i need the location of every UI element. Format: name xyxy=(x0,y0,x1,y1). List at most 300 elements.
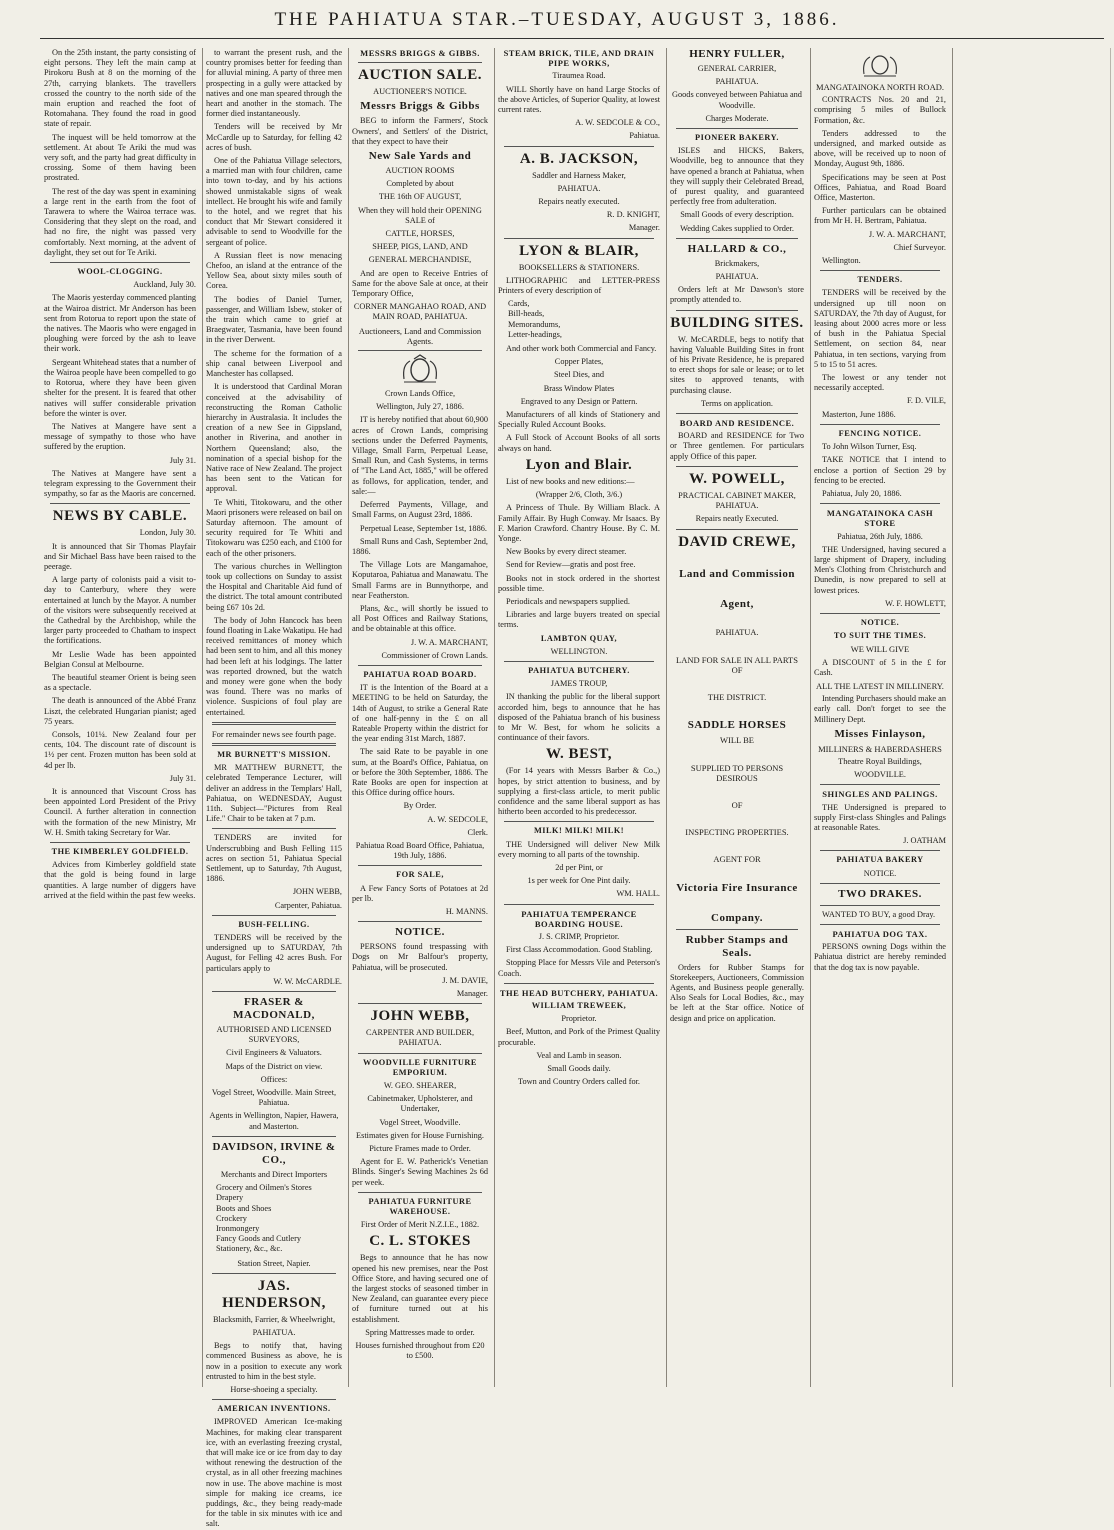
headline-cash-store: MANGATAINOKA CASH STORE xyxy=(826,508,934,529)
ad-contracts-text: Tenders addressed to the undersigned, and marked outside as above, will be received up to noon of Monday, August 9th, 1886. xyxy=(814,128,946,169)
ad-crown-text: IT is hereby notified that about 60,900 acres of Crown Lands, comprising sections under the Deferred Payments, Village, Small Farm, Perpetual Lease, Small Run, and Cash Systems, in terms of "The Land Act, 1885," will be offered as follows, for application, tender, and sale:— xyxy=(352,415,488,496)
dateline: July 31. xyxy=(169,773,196,783)
article-paragraph: The bodies of Daniel Turner, passenger, and William Isbew, stoker of the train which came to grief at Braegwater, Tasmania, have been found in the river Derwent. xyxy=(206,294,342,345)
ad-steam-header: STEAM BRICK, TILE, AND DRAIN PIPE WORKS, xyxy=(503,48,655,69)
headline-two-drakes: TWO DRAKES. xyxy=(838,887,922,900)
ad-dogs-text: PERSONS owning Dogs within the Pahiatua district are hereby reminded that the dog tax is now payable. xyxy=(814,942,946,972)
ad-pfw-line: Spring Mattresses made to order. xyxy=(365,1327,475,1337)
ad-hallard-name: HALLARD & CO., xyxy=(687,242,787,255)
ad-powell-line: PRACTICAL CABINET MAKER, PAHIATUA. xyxy=(678,490,796,511)
divider xyxy=(820,883,940,884)
ad-lyon-text: New Books by every direct steamer. xyxy=(506,547,627,557)
ad-milk-line: 1s per week for One Pint daily. xyxy=(527,876,631,886)
ad-signature: F. D. VILE, xyxy=(906,396,946,406)
spacer xyxy=(670,614,804,628)
ad-crown-office: Crown Lands Office, xyxy=(384,389,456,399)
ad-lyon-address: LAMBTON QUAY, xyxy=(540,633,618,643)
ad-finlayson-line: WOODVILLE. xyxy=(854,770,906,780)
ad-crown-date: Wellington, July 27, 1886. xyxy=(376,402,464,412)
ad-road-text: The said Rate to be payable in one sum, at the Board's Office, Pahiatua, on or before the 30th September, 1886. The Rate Books are open for inspection at this Office during office hours. xyxy=(352,747,488,798)
ad-briggs-line: CORNER MANGAHAO ROAD, AND MAIN ROAD, PAHIATUA. xyxy=(353,302,487,322)
divider xyxy=(504,821,654,822)
ad-contracts-text: CONTRACTS Nos. 20 and 21, comprising 5 miles of Bullock Formation, &c. xyxy=(814,95,946,125)
ad-crewe-line: Agent, xyxy=(720,597,754,610)
divider xyxy=(212,1136,336,1137)
divider xyxy=(820,503,940,504)
list-item: Cards, xyxy=(508,299,530,309)
ad-fraser-line: Vogel Street, Woodville. Main Street, Pahiatua. xyxy=(211,1088,337,1108)
divider xyxy=(676,529,798,530)
ad-road-line: By Order. xyxy=(403,801,437,811)
divider xyxy=(504,983,654,984)
article-paragraph: Te Whiti, Titokowaru, and the other Maori prisoners were released on bail on Saturday afternoon. The amount of security required for Te Whiti and Titokowaru was £250 each, and £100 for each of the other prisoners. xyxy=(206,497,342,558)
ad-lyon-big: Lyon and Blair. xyxy=(525,456,633,473)
ad-tender: TENDERS will be received by the undersigned up to SATURDAY, 7th August, for Felling 42 acres Bush. For particulars apply to xyxy=(206,933,342,973)
ad-finlayson-line: Theatre Royal Buildings, xyxy=(838,756,922,766)
ad-davidson-address: Station Street, Napier. xyxy=(237,1258,311,1268)
article-paragraph: Advices from Kimberley goldfield state that the gold is being found in large quantities. A large number of diggers have arrived at the field within the past few weeks. xyxy=(44,860,196,900)
ad-pioneer-line: Wedding Cakes supplied to Order. xyxy=(680,223,794,233)
ad-webb-name: JOHN WEBB, xyxy=(370,1008,470,1025)
divider xyxy=(212,743,336,746)
ad-signature: JOHN WEBB, xyxy=(292,887,342,897)
ad-signature-role: Carpenter, Pahiatua. xyxy=(274,900,342,910)
divider xyxy=(212,828,336,829)
ad-lyon-text: And other work both Commercial and Fancy. xyxy=(506,344,657,354)
ad-lyon-line: (Wrapper 2/6, Cloth, 3/6.) xyxy=(535,490,623,500)
ad-henderson-line: Horse-shoeing a specialty. xyxy=(230,1384,318,1394)
ad-saddle-line: OF xyxy=(731,799,743,810)
ad-suit-line: WE WILL GIVE xyxy=(850,644,910,655)
ad-cash-line: Pahiatua, 26th July, 1886. xyxy=(837,531,923,541)
list-item: Boots and Shoes xyxy=(216,1203,272,1213)
ad-davidson-items xyxy=(216,1183,342,1254)
divider xyxy=(50,842,190,843)
ad-lyon-name: LYON & BLAIR, xyxy=(519,242,639,259)
ad-lyon-text: Books not in stock ordered in the shortest possible time. xyxy=(498,573,660,593)
ad-saddle-line: SUPPLIED TO PERSONS DESIROUS xyxy=(690,762,784,783)
ad-saddle-horses: SADDLE HORSES xyxy=(687,719,787,732)
article-paragraph: It is announced that Viscount Cross has been appointed Lord President of the Privy Council. A further alteration in connection with the formation of the new Ministry, Mr W. H. Smith taking Secretary for War. xyxy=(44,787,196,837)
ad-crown-text: Perpetual Lease, September 1st, 1886. xyxy=(360,523,487,533)
divider xyxy=(820,424,940,425)
headline-fencing: FENCING NOTICE. xyxy=(838,428,922,438)
headline-tenders: TENDERS. xyxy=(857,275,903,285)
ad-contracts-text: Further particulars can be obtained from Mr H. H. Bertram, Pahiatua. xyxy=(814,206,946,226)
ad-lyon-text: A Princess of Thule. By William Black. A Family Affair. By Hugh Conway. Mr Isaacs. By F. Marion Crawford. Chantry House. By C. M. Yonge. xyxy=(498,503,660,543)
spacer xyxy=(670,786,804,800)
ad-lyon-line: WELLINGTON. xyxy=(550,646,608,656)
divider xyxy=(676,128,798,129)
headline-notice: NOTICE. xyxy=(860,617,900,627)
headline-kimberley-goldfield: THE KIMBERLEY GOLDFIELD. xyxy=(51,847,189,857)
divider xyxy=(676,413,798,414)
headline-burnett-mission: MR BURNETT'S MISSION. xyxy=(217,750,331,759)
divider xyxy=(676,310,798,311)
column-7 xyxy=(956,48,1111,1387)
list-item: Stationery, &c., &c. xyxy=(216,1244,283,1254)
divider xyxy=(212,915,336,916)
headline-butchery: PAHIATUA BUTCHERY. xyxy=(528,665,630,675)
ad-lyon-text: Send for Review—gratis and post free. xyxy=(506,560,636,570)
dateline: London, July 30. xyxy=(139,528,196,538)
ad-signature-role: Pahiatua. xyxy=(629,131,660,141)
divider xyxy=(212,1399,336,1400)
column-1 xyxy=(44,48,203,1387)
ad-powell-name: W. POWELL, xyxy=(689,470,785,487)
article-paragraph: The scheme for the formation of a ship canal between Liverpool and Manchester has collapsed. xyxy=(206,348,342,379)
ad-crewe-line: THE DISTRICT. xyxy=(707,692,767,703)
ad-fuller-line: Charges Moderate. xyxy=(705,113,769,123)
divider xyxy=(676,238,798,239)
ad-notice-text: PERSONS found trespassing with Dogs on Mr Balfour's property, Pahiatua, will be prosecuted. xyxy=(352,942,488,972)
ad-latest-text: Intending Purchasers should make an early call. Don't forget to see the Millinery Dept. xyxy=(814,694,946,724)
ad-tenders-text: The lowest or any tender not necessarily accepted. xyxy=(814,373,946,393)
list-item: Grocery and Oilmen's Stores xyxy=(216,1183,312,1193)
article-paragraph: Consols, 101¼. New Zealand four per cents, 104. The discount rate of discount is 1½ per cent. Frozen mutton has been sold at 4d per lb. xyxy=(44,729,196,770)
ad-signature: A. W. SEDCOLE, xyxy=(427,814,488,824)
divider xyxy=(820,924,940,925)
ad-lyon-text: Libraries and large buyers treated on special terms. xyxy=(498,610,660,630)
ad-treweek-line: Proprietor. xyxy=(561,1014,597,1024)
ad-signature: J. W. A. MARCHANT, xyxy=(868,229,946,239)
ad-tender: TENDERS are invited for Underscrubbing and Bush Felling 115 acres on section 51, Pahiatua Special Settlement, up to Saturday, 7th August, 1886. xyxy=(206,833,342,884)
ad-henderson-line: PAHIATUA. xyxy=(252,1327,296,1337)
list-item: Bill-heads, xyxy=(508,309,545,319)
divider xyxy=(676,466,798,467)
article-paragraph: A Russian fleet is now menacing Chefoo, an island at the entrance of the Yellow Sea, about sixty miles south of Corea. xyxy=(206,250,342,291)
headline-bush-felling: BUSH-FELLING. xyxy=(238,919,310,929)
ad-lyon-text: List of new books and new editions:— xyxy=(506,476,635,486)
ad-briggs-line: Completed by about xyxy=(386,179,454,189)
ad-signature: W. F. HOWLETT, xyxy=(885,598,946,608)
ad-cash-text: THE Undersigned, having secured a large shipment of Drapery, including Men's Clothing from Christchurch and Dunedin, is now prepared to sell at lowest prices. xyxy=(814,544,946,595)
ad-fraser-line: AUTHORISED AND LICENSED SURVEYORS, xyxy=(216,1025,332,1045)
headline-board-residence: BOARD AND RESIDENCE. xyxy=(679,418,795,429)
column-3 xyxy=(352,48,495,1387)
ad-powell-line: Repairs neatly Executed. xyxy=(695,514,779,524)
ad-best-name: W. BEST, xyxy=(545,746,613,763)
ad-henderson-text: Begs to notify that, having commenced Business as above, he is now in a position to execute any work entrusted to him in the best style. xyxy=(206,1341,342,1381)
divider xyxy=(212,1273,336,1274)
spacer xyxy=(670,840,804,854)
divider xyxy=(820,784,940,785)
remainder-notice: For remainder news see fourth page. xyxy=(211,728,337,739)
article-paragraph: The beautiful steamer Orient is being seen as a spectacle. xyxy=(44,672,196,693)
ad-lyon-line: Copper Plates, xyxy=(554,357,604,367)
ad-lyon-text: A Full Stock of Account Books of all sorts always on hand. xyxy=(498,433,660,453)
ad-briggs-line: Auctioneers, Land and Commission Agents. xyxy=(358,325,482,346)
ad-treweek-name: WILLIAM TREWEEK, xyxy=(531,1001,627,1011)
ad-fuller-name: HENRY FULLER, xyxy=(689,48,785,60)
ad-best-text: (For 14 years with Messrs Barber & Co.,) hopes, by strict attention to business, and by supplying a first-class article, to merit public confidence and the same liberal support as has hitherto been accorded to his predecessor. xyxy=(498,766,660,817)
ad-stokes-name: C. L. STOKES xyxy=(369,1233,471,1250)
article-paragraph: Tenders will be received by Mr McCardle up to Saturday, for felling 42 acres of bush. xyxy=(206,122,342,152)
article-paragraph: The Natives at Mangere have sent a message of sympathy to those who have suffered by the eruption. xyxy=(44,421,196,452)
ad-fraser-name: FRASER & MACDONALD, xyxy=(233,996,315,1022)
article-paragraph: The inquest will be held tomorrow at the settlement. At about Te Ariki the mud was very soft, and the party had great difficulty in crossing. Some of them having been prostrated. xyxy=(44,132,196,183)
spacer xyxy=(670,584,804,598)
ad-pfw-text: Begs to announce that he has now opened his new premises, near the Post Office Store, and having secured one of the largest stocks of seasoned timber in New Zealand, can guarantee every piece of furniture turned out at his establishment. xyxy=(352,1253,488,1324)
article-paragraph: to warrant the present rush, and the country promises better for feeding than for alluvial mining. A party of three men prospecting in a gully were attacked by natives and one man speared through the heart and another in the stomach. The former died instantaneously. xyxy=(206,48,342,119)
ad-forsale-text: A Few Fancy Sorts of Potatoes at 2d per lb. xyxy=(352,883,488,903)
ad-briggs-line: When they will hold their OPENING SALE of xyxy=(358,205,482,225)
ad-treweek-line: Small Goods daily. xyxy=(547,1064,611,1074)
ad-shingles-text: THE Undersigned is prepared to supply First-class Shingles and Palings at reasonable Rates. xyxy=(814,802,946,832)
list-item: Ironmongery xyxy=(216,1223,260,1233)
ad-saddle-line: INSPECTING PROPERTIES. xyxy=(685,827,789,838)
column-6 xyxy=(814,48,953,1387)
ad-briggs-line: GENERAL MERCHANDISE, xyxy=(368,255,472,265)
ad-briggs-line: New Sale Yards and xyxy=(368,150,472,163)
divider xyxy=(504,661,654,662)
ad-suit-text: A DISCOUNT of 5 in the £ for Cash. xyxy=(814,657,946,677)
ad-jackson-line: PAHIATUA. xyxy=(557,183,601,193)
ad-crown-text: Small Runs and Cash, September 2nd, 1886. xyxy=(352,536,488,556)
ad-fuller-line: GENERAL CARRIER, xyxy=(697,64,777,73)
ad-briggs-line: AUCTION ROOMS xyxy=(385,166,455,176)
ad-jackson-line: Repairs neatly executed. xyxy=(538,197,620,207)
spacer xyxy=(670,678,804,692)
divider xyxy=(820,613,940,614)
ad-jackson-name: A. B. JACKSON, xyxy=(519,150,639,167)
headline-milk: MILK! MILK! MILK! xyxy=(533,826,625,836)
headline-shingles: SHINGLES AND PALINGS. xyxy=(822,789,938,800)
ad-steam-text: WILL Shortly have on hand Large Stocks of the above Articles, of Superior Quality, at lowest current rates. xyxy=(498,84,660,115)
ad-pfw-line: First Order of Merit N.Z.I.E., 1882. xyxy=(360,1220,480,1230)
ad-signature-role: Chief Surveyor. xyxy=(893,242,946,252)
ad-wood-line: Cabinetmaker, Upholsterer, and Undertaker, xyxy=(367,1094,473,1114)
spacer xyxy=(670,554,804,568)
ad-fencing-text: Pahiatua, July 20, 1886. xyxy=(822,488,902,498)
spacer xyxy=(670,898,804,912)
ad-lyon-line: Steel Dies, and xyxy=(553,370,604,380)
ad-briggs-text: BEG to inform the Farmers', Stock Owners', and Settlers' of the District, that they expect to have their xyxy=(352,116,488,146)
ad-lyon-text: LITHOGRAPHIC and LETTER-PRESS Printers of every description of xyxy=(498,275,660,296)
ad-contracts-text: Specifications may be seen at Post Offices, Pahiatua, and Road Board Office, Masterton. xyxy=(814,172,946,203)
spacer xyxy=(670,813,804,827)
list-item: Fancy Goods and Cutlery xyxy=(216,1234,302,1244)
coat-of-arms-icon xyxy=(858,52,902,78)
ad-milk-text: THE Undersigned will deliver New Milk every morning to all parts of the township. xyxy=(498,839,660,859)
column-2 xyxy=(206,48,349,1529)
ad-briggs-line: CATTLE, HORSES, xyxy=(385,229,455,239)
headline-bakery: PAHIATUA BAKERY xyxy=(836,855,924,865)
headline-head-butchery: THE HEAD BUTCHERY, PAHIATUA. xyxy=(499,987,659,998)
divider xyxy=(358,665,482,666)
column-5 xyxy=(670,48,811,1387)
ad-hallard-line: PAHIATUA. xyxy=(715,272,759,282)
divider xyxy=(820,270,940,271)
headline-building-sites: BUILDING SITES. xyxy=(670,314,804,331)
ad-temp-text: First Class Accommodation. Good Stabling. xyxy=(506,945,653,955)
ad-fencing-text: TAKE NOTICE that I intend to enclose a portion of Section 29 by fencing to be erected. xyxy=(814,455,946,485)
article-paragraph: The Natives at Mangere have sent a telegram expressing to the Government their sympathy, so far as the Maoris are concerned. xyxy=(44,468,196,499)
ad-fuller-line: Goods conveyed between Pahiatua and Woodville. xyxy=(672,90,802,110)
divider xyxy=(358,1053,482,1054)
article-paragraph: Sergeant Whitehead states that a number of the Wairoa people have been compelled to go to Rotorua, where they have been given shelter for the present. It is feared that other natives will suffer considerable privation before the winter is over. xyxy=(44,357,196,418)
ad-company: Company. xyxy=(711,911,763,924)
ad-briggs-text: And are open to Receive Entries of Same for the above Sale at once, at their Temporary Office, xyxy=(352,268,488,299)
ad-pioneer-line: Small Goods of every description. xyxy=(680,210,794,220)
divider xyxy=(50,503,190,504)
ad-auction-notice: AUCTIONEER'S NOTICE. xyxy=(373,87,467,97)
article-paragraph: One of the Pahiatua Village selectors, a married man with four children, came into town to-day, and by his actions showed unmistakable signs of weak intellect. He brought his wife and family to the hotel, and we regret that his conduct that Mr Stewart considered it advisable to send to Woodville for the sergeant of police. xyxy=(206,156,342,247)
list-item: Drapery xyxy=(216,1193,244,1203)
ad-signature: J. W. A. MARCHANT, xyxy=(410,637,488,647)
ad-rubber-stamps: Rubber Stamps and Seals. xyxy=(685,933,789,959)
headline-dog-tax: PAHIATUA DOG TAX. xyxy=(832,929,928,939)
ad-signature-role: Commissioner of Crown Lands. xyxy=(381,650,488,660)
ad-lyon-items xyxy=(508,299,660,340)
ad-signature: A. W. SEDCOLE & CO., xyxy=(575,118,660,128)
ad-wood-line: W. GEO. SHEARER, xyxy=(383,1081,457,1091)
column-4 xyxy=(498,48,667,1387)
divider xyxy=(676,929,798,930)
ad-steam-line: Tiraumea Road. xyxy=(552,71,606,81)
ad-butchery-text: IN thanking the public for the liberal support accorded him, begs to announce that he has disposed of the Pahiatua branch of his business to Mr W. Best, for whom he solicits a continuance of their favors. xyxy=(498,692,660,743)
ad-board-text: BOARD and RESIDENCE for Two or Three gentlemen. For particulars apply Office of this paper. xyxy=(670,431,804,461)
ad-wanted-text: WANTED TO BUY, a good Dray. xyxy=(822,909,936,919)
ad-mission: MR MATTHEW BURNETT, the celebrated Temperance Lecturer, will deliver an address in the Templars' Hall, Pahiatua, on WEDNESDAY, August 11th. Subject—"Pictures from Real Life." Chair to be taken at 7 p.m. xyxy=(206,763,342,824)
ad-temp-text: Stopping Place for Messrs Vile and Peterson's Coach. xyxy=(498,958,660,978)
divider xyxy=(212,722,336,725)
article-paragraph: The rest of the day was spent in examining a large rent in the earth from the foot of Tarawera to where the Wairoa terrace was. Considering that they slept on the road, and had no fire, the night was passed very comfortably. Next morning, at the advent of daylight, they set out for Te Ariki. xyxy=(44,186,196,257)
ad-lyon-line: BOOKSELLERS & STATIONERS. xyxy=(518,262,640,272)
ad-finlayson-line: MILLINERS & HABERDASHERS xyxy=(818,743,942,754)
ad-davidson-name: DAVIDSON, IRVINE & CO., xyxy=(212,1140,336,1166)
ad-signature-role: Manager. xyxy=(628,223,660,233)
divider xyxy=(504,238,654,239)
ad-pfw-line: Houses furnished throughout from £20 to £500. xyxy=(355,1341,485,1361)
article-paragraph: Mr Leslie Wade has been appointed Belgian Consul at Melbourne. xyxy=(44,649,196,669)
ad-agent-line: AGENT FOR xyxy=(713,854,761,865)
ad-henderson-line: Blacksmith, Farrier, & Wheelwright, xyxy=(212,1314,336,1324)
ad-crown-text: The Village Lots are Mangamahoe, Koputaroa, Pahiatua and Manawatu. The Small Farms are in Bunnythorpe, and near Featherston. xyxy=(352,560,488,600)
ad-treweek-line: Town and Country Orders called for. xyxy=(518,1077,640,1087)
ad-milk-line: 2d per Pint, or xyxy=(555,862,603,872)
article-paragraph: It is understood that Cardinal Moran conceived at the advisability of reconstructing the Roman Catholic hierarchy in Australasia. It includes the creation of a new See in Gippsland, another in Riverina, and another in Northern Queensland; also, the nomination of a special bishop for the Native race of New Zealand. The project has been sent to the Vatican for approval. xyxy=(206,382,342,494)
ad-building-text: W. McCARDLE, begs to notify that having Valuable Building Sites in front of his Private Residence, he is prepared to erect shops for sale or lease; or to let sites to approved tenants, with purchasing clause. xyxy=(670,334,804,395)
ad-hallard-line: Brickmakers, xyxy=(714,258,760,268)
dateline: Auckland, July 30. xyxy=(133,280,196,290)
headline-pioneer-bakery: PIONEER BAKERY. xyxy=(695,133,779,143)
list-item: Letter-headings, xyxy=(508,329,562,339)
article-paragraph: The body of John Hancock has been found floating in Lake Wakatipu. He had received remittances of money which had been sent to him, and all this money had been left at his lodgings. The latter was reported drowned, but the watch and money were gone when the body was found. There was no marks of violence. Suspicions of foul play are entertained. xyxy=(206,615,342,717)
ad-webb-line: CARPENTER AND BUILDER, PAHIATUA. xyxy=(365,1028,475,1048)
ad-signature: H. MANNS. xyxy=(445,907,488,916)
dateline: July 31. xyxy=(169,455,196,465)
ad-henderson-name: JAS. HENDERSON, xyxy=(222,1277,326,1311)
ad-crewe-line: Land and Commission xyxy=(679,567,795,580)
ad-suit-line: TO SUIT THE TIMES. xyxy=(833,631,927,641)
masthead-rule xyxy=(40,38,1104,39)
ad-tenders-text: TENDERS will be received by the undersigned up till noon on SATURDAY, the 7th day of August, for leasing about 2000 acres more or less of bush in the Pahiatua Special Settlement, on section 84, near Pahiatua, in ten sections, varying from 5 to 15 to 51 acres. xyxy=(814,288,946,369)
divider xyxy=(504,904,654,905)
ad-crewe-name: DAVID CREWE, xyxy=(678,533,796,550)
ad-finlayson-name: Misses Finlayson, xyxy=(834,727,926,740)
divider xyxy=(504,146,654,147)
ad-contracts-header: MANGATAINOKA NORTH ROAD. xyxy=(816,82,944,92)
ad-signature: J. M. DAVIE, xyxy=(442,975,488,985)
ad-contracts-text: Wellington. xyxy=(822,256,861,266)
ad-saddle-line: WILL BE xyxy=(720,735,754,746)
ad-briggs-header: MESSRS BRIGGS & GIBBS. xyxy=(360,48,480,58)
ad-lyon-line: Engraved to any Design or Pattern. xyxy=(520,396,638,406)
headline-woodville-furniture: WOODVILLE FURNITURE EMPORIUM. xyxy=(363,1057,477,1077)
ad-butchery-line: JAMES TROUP, xyxy=(550,679,608,689)
ad-davidson-line: Merchants and Direct Importers xyxy=(220,1169,328,1179)
divider xyxy=(50,262,190,263)
headline-notice: NOTICE. xyxy=(395,926,445,939)
divider xyxy=(358,1003,482,1004)
ad-fraser-line: Civil Engineers & Valuators. xyxy=(226,1048,322,1058)
headline-american-inventions: AMERICAN INVENTIONS. xyxy=(217,1404,331,1414)
ad-tenders-text: Masterton, June 1886. xyxy=(822,409,896,419)
ad-briggs-name: Messrs Briggs & Gibbs xyxy=(360,100,480,113)
ad-auction-sale: AUCTION SALE. xyxy=(357,67,483,84)
ad-treweek-line: Veal and Lamb in season. xyxy=(536,1050,622,1060)
headline-for-sale: FOR SALE, xyxy=(396,870,444,880)
ad-building-line: Terms on application. xyxy=(701,398,773,408)
ad-lyon-text: Periodicals and newspapers supplied. xyxy=(506,596,630,606)
ad-signature: J. OATHAM xyxy=(903,836,946,846)
ad-jackson-line: Saddler and Harness Maker, xyxy=(532,170,626,180)
divider xyxy=(358,62,482,63)
ad-wood-line: Estimates given for House Furnishing. xyxy=(356,1130,484,1140)
ad-crown-text: Deferred Payments, Village, and Small Farms, on August 23rd, 1886. xyxy=(352,500,488,520)
divider xyxy=(358,865,482,866)
ad-signature: WM. HALL. xyxy=(616,889,660,899)
ad-american-text: IMPROVED American Ice-making Machines, for making clear transparent ice, with an everlasting freezing crystal, that will make ice or ice from day to day without renewing the destruction of the crystal, as in all other freezing machines now in use. The above machine is most simple for making ice creams, ice puddings, &c., they being ready-made for the table in six minutes with ice and salt. xyxy=(206,1417,342,1529)
ad-briggs-line: THE 16th OF AUGUST, xyxy=(378,192,462,202)
ad-crewe-line: PAHIATUA. xyxy=(715,627,759,637)
divider xyxy=(358,350,482,351)
divider xyxy=(212,991,336,992)
coat-of-arms-icon xyxy=(398,355,442,385)
ad-fencing-text: To John Wilson Turner, Esq. xyxy=(822,442,917,452)
spacer xyxy=(670,868,804,882)
ad-signature: R. D. KNIGHT, xyxy=(606,210,660,220)
spacer xyxy=(670,749,804,763)
headline-road-board: PAHIATUA ROAD BOARD. xyxy=(363,669,477,679)
divider xyxy=(358,1192,482,1193)
divider xyxy=(820,850,940,851)
ad-signature-role: Manager. xyxy=(456,989,488,999)
headline-wool-clogging: WOOL-CLOGGING. xyxy=(77,267,163,277)
ad-wood-line: Vogel Street, Woodville. xyxy=(379,1117,461,1127)
ad-fuller-line: PAHIATUA. xyxy=(715,77,759,87)
headline-news-by-cable: NEWS BY CABLE. xyxy=(52,508,188,525)
ad-wood-line: Picture Frames made to Order. xyxy=(369,1144,471,1154)
ad-fraser-line: Agents in Wellington, Napier, Hawera, and Masterton. xyxy=(209,1111,339,1131)
ad-signature-role: Clerk. xyxy=(467,827,488,837)
ad-lyon-line: Brass Window Plates xyxy=(543,383,615,393)
ad-latest-line: ALL THE LATEST IN MILLINERY. xyxy=(816,680,944,691)
ad-crewe-line: LAND FOR SALE IN ALL PARTS OF xyxy=(676,654,798,675)
article-paragraph: On the 25th instant, the party consisting of eight persons. They left the main camp at Pirokoru Bush at 8 on the morning of the 27th, carrying blankets. The travellers crossed the country to the north side of the main eruption and reached the foot of Rotomahana. They found the road in good state of repair. xyxy=(44,48,196,129)
ad-crown-text: Plans, &c., will shortly be issued to all Post Offices and Railway Stations, and be obtainable at this office. xyxy=(352,603,488,634)
ad-road-text: IT is the Intention of the Board at a MEETING to be held on Saturday, the 14th of August, to strike a General Rate of one half-penny in the £ on all Rateable Property within the district for the year ending 31st March, 1887. xyxy=(352,683,488,744)
ad-fraser-line: Offices: xyxy=(260,1074,288,1084)
article-paragraph: The Maoris yesterday commenced planting at the Wairoa district. Mr Anderson has been sent from Rotorua to report upon the state of the natives. The Maoris who were engaged in ploughing were forced by the ash to leave their work. xyxy=(44,293,196,354)
article-paragraph: The various churches in Wellington took up collections on Sunday to assist the Hospital and Charitable Aid fund of the district. The total amount contributed being £67 10s 2d. xyxy=(206,561,342,612)
ad-bakery-line: NOTICE. xyxy=(863,868,897,878)
ad-treweek-text: Beef, Mutton, and Pork of the Primest Quality procurable. xyxy=(498,1027,660,1047)
article-paragraph: It is announced that Sir Thomas Playfair and Sir Michael Bass have been raised to the peerage. xyxy=(44,541,196,571)
ad-victoria-fire: Victoria Fire Insurance xyxy=(676,881,798,894)
ad-temp-line: J. S. CRIMP, Proprietor. xyxy=(538,932,620,941)
